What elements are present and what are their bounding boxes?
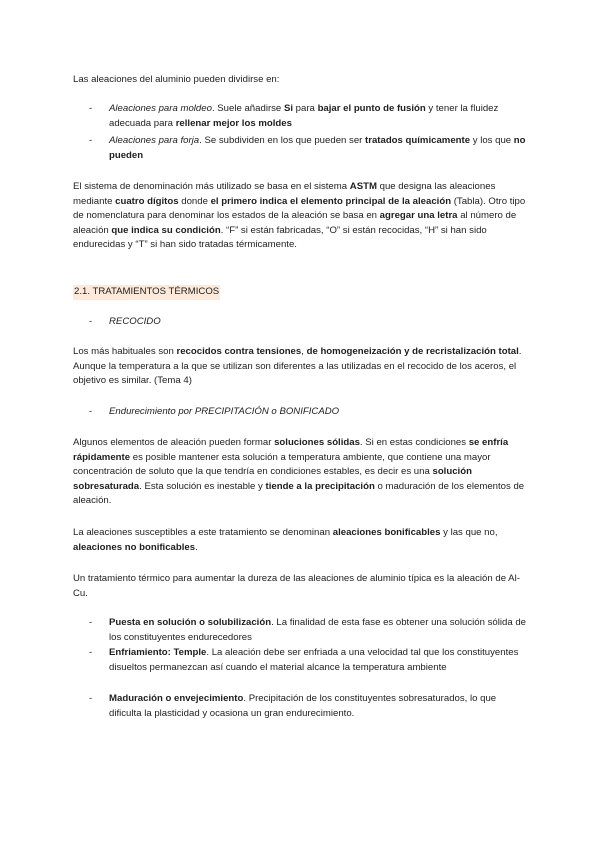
precipitacion-paragraph: Algunos elementos de aleación pueden formar soluciones sólidas. Si en estas condiciones se enfría rápidamente es posible mantener esta solución a temperatura ambiente, que contiene una mayor concentración de soluto que la que tendría en condiciones estables, es decir es una solución sobresaturada. Esta solución es inestable y tiende a la precipitación o maduración de los elementos de aleación. [73,437,525,507]
document-page: Las aleaciones del aluminio pueden dividirse en: - Aleaciones para moldeo. Suele añadirse Si para bajar el punto de fusión y tener la fluidez adecuada para rellenar mejor los moldes - Aleaciones para forja. Se subdividen en los que pueden ser tratados químicamente y los que no pueden El sistema de denominación más utilizado se basa en el sistema ASTM que designa las aleaciones mediante cuatro dígitos donde el primero indica el elemento principal de la aleación (Tabla). Otro tipo de nomenclatura para denominar los estados de la aleación se basa en agregar una letra al número de aleación que indica su condición. “F” si están fabricadas, “O” si están recocidas, “H” si han sido endurecidas y “T” si han sido tratadas térmicamente. 2.1. TRATAMIENTOS TÉRMICOS - RECOCIDO Los más habituales son recocidos contra tensiones, de homogeneización y de recristalización total. Aunque la temperatura a la que se utilizan son diferentes a las utilizadas en el recocido de los aceros, el objetivo es similar. (Tema 4) - Endurecimiento por PRECIPITACIÓN o BONIFICADO Algunos elementos de aleación pueden formar soluciones sólidas. Si en estas condiciones se enfría rápidamente es posible mantener esta solución a temperatura ambiente, que contiene una mayor concentración de soluto que la que tendría en condiciones estables, es decir es una solución sobresaturada. Esta solución es inestable y tiende a la precipitación o maduración de los elementos de aleación. La aleaciones susceptibles a este tratamiento se denominan aleaciones bonificables y las que no, aleaciones no bonificables. Un tratamiento térmico para aumentar la dureza de las aleaciones de aluminio típica es la aleación de Al-Cu. - Puesta en solución o solubilización. La finalidad de esta fase es obtener una solución sólida de los constituyentes endurecedores - Enfriamiento: Temple. La aleación debe ser enfriada a una velocidad tal que los constituyentes disueltos permanezcan así cuando el material alcance la temperatura ambiente - Maduración o envejecimiento. Precipitación de los constituyentes sobresaturados, lo que dificulta la plasticidad y ocasiona un gran endurecimiento. [73,74,527,719]
list-dash: - [89,135,93,146]
section-heading: 2.1. TRATAMIENTOS TÉRMICOS [73,285,220,300]
list-dash: - [89,617,93,628]
list-dash: - [89,316,93,327]
list-dash: - [89,103,93,114]
list-dash: - [89,647,93,658]
bonificables-paragraph: La aleaciones susceptibles a este tratamiento se denominan aleaciones bonificables y las que no, aleaciones no bonificables. [73,527,498,553]
list-dash: - [89,693,93,704]
intro-paragraph: Las aleaciones del aluminio pueden dividirse en: [73,74,280,85]
list-dash: - [89,406,93,417]
denominacion-paragraph: El sistema de denominación más utilizado se basa en el sistema ASTM que designa las aleaciones mediante cuatro dígitos donde el primero indica el elemento principal de la aleación (Tabla). Otro tipo de nomenclatura para denominar los estados de la aleación se basa en agregar una letra al número de aleación que indica su condición. “F” si están fabricadas, “O” si están recocidas, “H” si han sido endurecidas y “T” si han sido tratadas térmicamente. [73,181,526,251]
recocido-paragraph: Los más habituales son recocidos contra tensiones, de homogeneización y de recristalización total. Aunque la temperatura a la que se utilizan son diferentes a las utilizadas en el recocido de los aceros, el objetivo es similar. (Tema 4) [73,346,522,387]
alcu-paragraph: Un tratamiento térmico para aumentar la dureza de las aleaciones de aluminio típica es la aleación de Al-Cu. [73,573,520,599]
